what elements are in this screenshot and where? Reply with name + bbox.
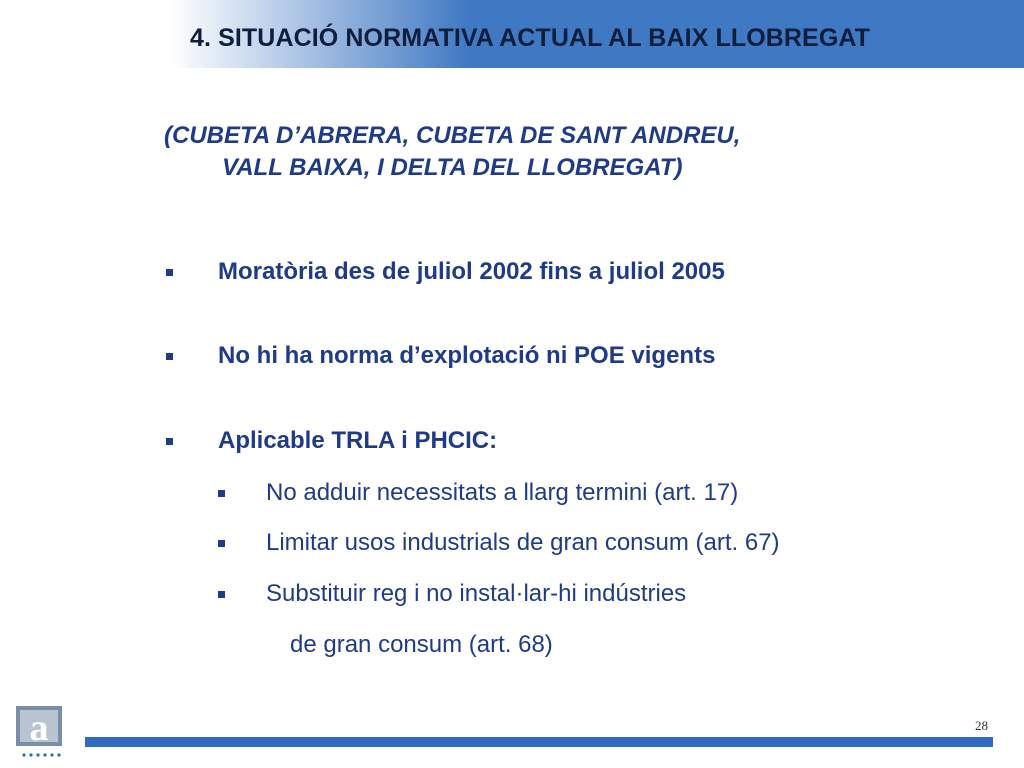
title-bar bbox=[0, 0, 1024, 68]
bullet-item bbox=[166, 342, 715, 370]
sub-bullet-text: Limitar usos industrials de gran consum (art. 67) bbox=[266, 529, 780, 556]
bullet-text: Aplicable TRLA i PHCIC: bbox=[218, 427, 498, 454]
logo-letter: a bbox=[29, 707, 49, 749]
bullet-text: No hi ha norma d’explotació ni POE vigents bbox=[218, 342, 716, 369]
page-number: 28 bbox=[975, 718, 988, 733]
organization-logo bbox=[12, 704, 70, 762]
square-bullet-icon bbox=[166, 438, 173, 445]
sub-bullet-item bbox=[218, 529, 780, 557]
subtitle-line-2: VALL BAIXA, I DELTA DEL LLOBREGAT) bbox=[222, 154, 683, 181]
bullet-item bbox=[166, 427, 497, 455]
sub-bullet-item bbox=[218, 580, 686, 608]
bullet-text: Moratòria des de juliol 2002 fins a juliol 2005 bbox=[218, 258, 725, 285]
subtitle-line-1: (CUBETA D’ABRERA, CUBETA DE SANT ANDREU, bbox=[164, 122, 741, 149]
sub-bullet-continuation: de gran consum (art. 68) bbox=[290, 631, 553, 658]
sub-bullet-text: No adduir necessitats a llarg termini (art. 17) bbox=[266, 479, 739, 506]
square-bullet-icon bbox=[166, 353, 173, 360]
square-bullet-icon bbox=[218, 591, 225, 598]
square-bullet-icon bbox=[166, 269, 173, 276]
square-bullet-icon bbox=[218, 540, 225, 547]
bullet-item bbox=[166, 258, 725, 286]
sub-bullet-item bbox=[218, 479, 738, 507]
sub-bullet-text: Substituir reg i no instal·lar-hi indústries bbox=[266, 580, 687, 607]
square-bullet-icon bbox=[218, 490, 225, 497]
footer-rule bbox=[85, 737, 993, 747]
slide-title: 4. SITUACIÓ NORMATIVA ACTUAL AL BAIX LLOBREGAT bbox=[190, 24, 871, 52]
